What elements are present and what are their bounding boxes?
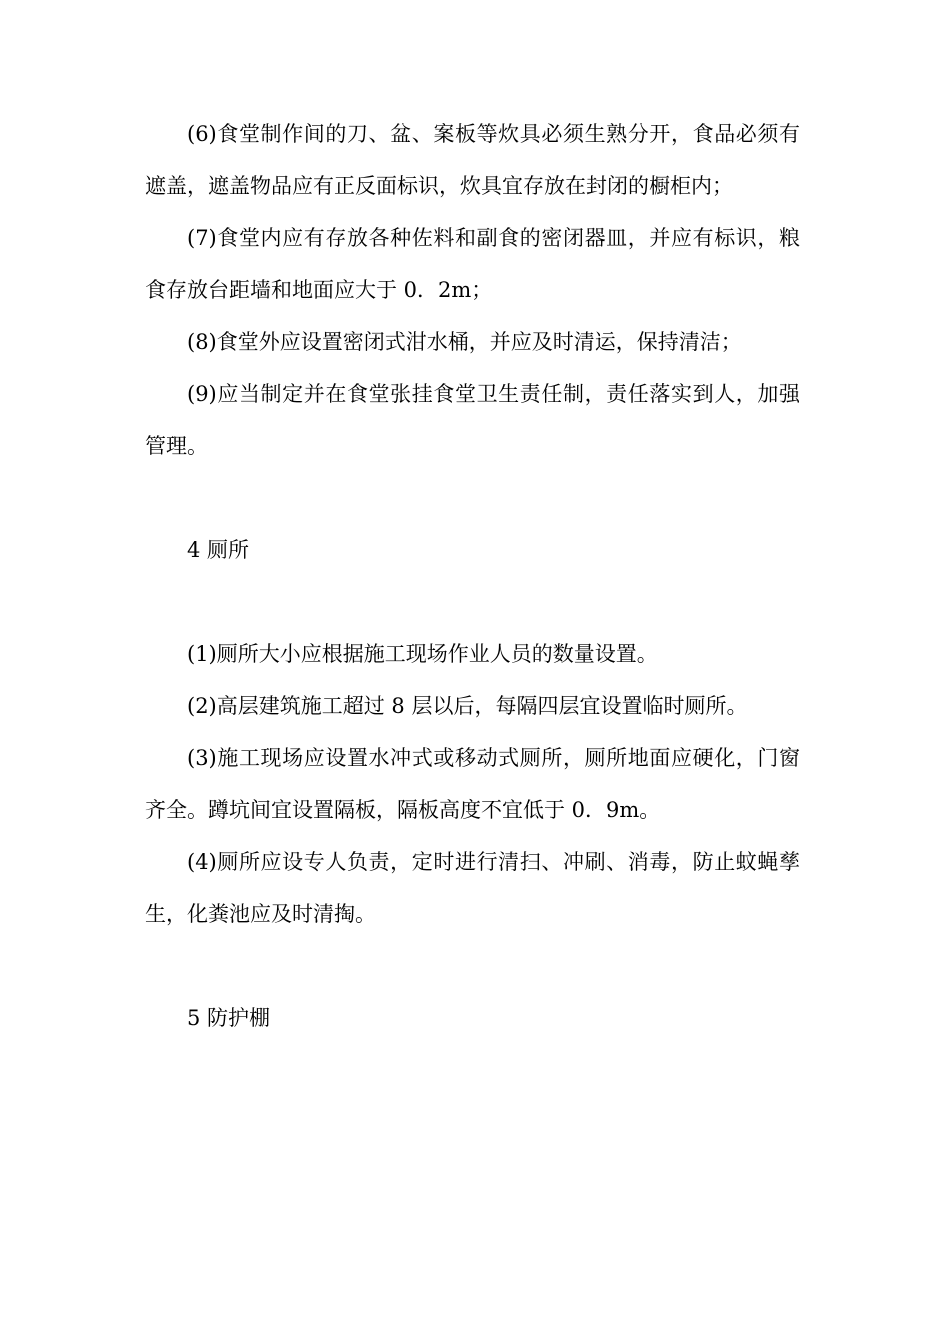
paragraph-6: (6)食堂制作间的刀、盆、案板等炊具必须生熟分开，食品必须有遮盖，遮盖物品应有正反面标识，炊具宜存放在封闭的橱柜内；: [145, 122, 800, 198]
section-heading-shelter: 5 防护棚: [187, 1006, 271, 1030]
paragraph-toilet-3: (3)施工现场应设置水冲式或移动式厕所，厕所地面应硬化，门窗齐全。蹲坑间宜设置隔板，隔板高度不宜低于 0．9m。: [145, 746, 800, 822]
paragraph-toilet-4: (4)厕所应设专人负责，定时进行清扫、冲刷、消毒，防止蚊蝇孳生，化粪池应及时清掏。: [145, 850, 800, 926]
paragraph-toilet-1: (1)厕所大小应根据施工现场作业人员的数量设置。: [187, 642, 658, 666]
section-heading-toilet: 4 厕所: [187, 538, 250, 562]
paragraph-8: (8)食堂外应设置密闭式泔水桶，并应及时清运，保持清洁；: [187, 330, 742, 354]
paragraph-7: (7)食堂内应有存放各种佐料和副食的密闭器皿，并应有标识，粮食存放台距墙和地面应大于 0．2m；: [145, 226, 800, 302]
paragraph-9: (9)应当制定并在食堂张挂食堂卫生责任制，责任落实到人，加强管理。: [145, 382, 800, 458]
document-page: [145, 108, 800, 1044]
paragraph-toilet-2: (2)高层建筑施工超过 8 层以后，每隔四层宜设置临时厕所。: [187, 694, 748, 718]
